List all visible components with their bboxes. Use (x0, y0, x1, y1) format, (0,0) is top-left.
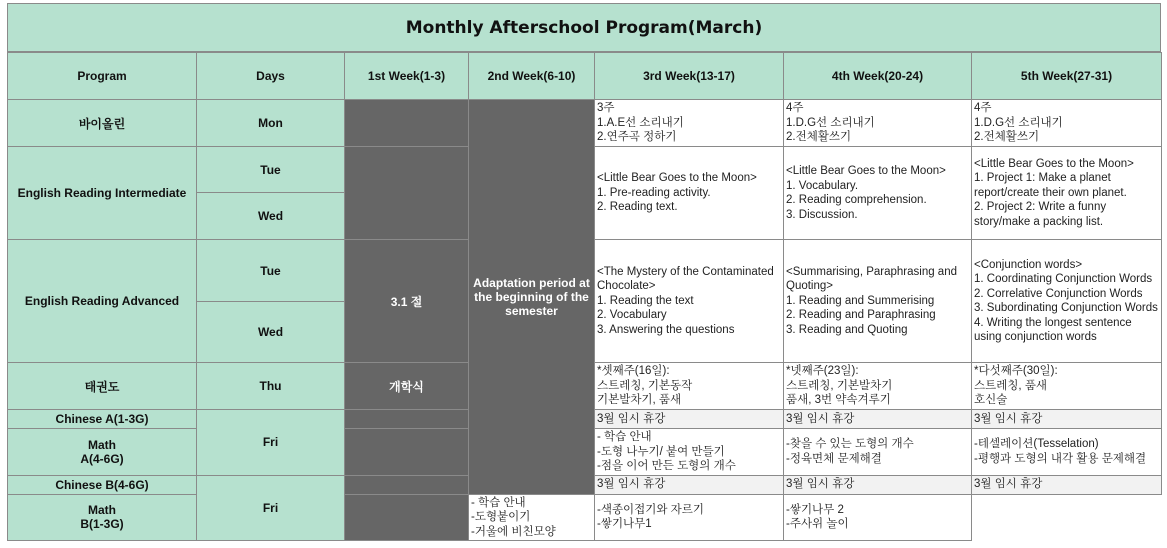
program-chinese-a: Chinese A(1-3G) (8, 410, 197, 429)
day-tue: Tue (197, 240, 345, 302)
week1-chinese-b (345, 475, 469, 494)
chinese-a-week3: 3월 임시 휴강 (595, 410, 784, 429)
week2-adaptation: Adaptation period at the beginning of the semester (469, 100, 595, 495)
eri-week4: <Little Bear Goes to the Moon> 1. Vocabulary. 2. Reading comprehension. 3. Discussion. (784, 147, 972, 240)
week1-math-a (345, 429, 469, 476)
header-week5: 5th Week(27-31) (972, 53, 1162, 100)
week1-violin (345, 100, 469, 147)
day-wed: Wed (197, 193, 345, 240)
day-fri: Fri (197, 410, 345, 476)
era-week4: <Summarising, Paraphrasing and Quoting> 1. Reading and Summerising 2. Reading and Paraphrasing 3. Reading and Quoting (784, 240, 972, 363)
header-week1: 1st Week(1-3) (345, 53, 469, 100)
era-week5: <Conjunction words> 1. Coordinating Conjunction Words 2. Correlative Conjunction Words 3. Subordinating Conjunction Words 4. Writing the longest sentence using conjunction words (972, 240, 1162, 363)
math-a-week3: - 학습 안내 -도형 나누기/ 붙여 만들기 -점을 이어 만든 도형의 개수 (595, 429, 784, 476)
math-a-week5: -테셀레이션(Tesselation) -평행과 도형의 내각 활용 문제해결 (972, 429, 1162, 476)
schedule-page (7, 3, 1161, 543)
week1-chinese-a (345, 410, 469, 429)
eri-week5: <Little Bear Goes to the Moon> 1. Project 1: Make a planet report/create their own planet. 2. Project 2: Write a funny story/make a packing list. (972, 147, 1162, 240)
chinese-b-week3: 3월 임시 휴강 (595, 475, 784, 494)
math-b-week5: -쌓기나무 2 -주사위 놀이 (784, 494, 972, 541)
table-row (8, 100, 1162, 147)
program-math-b-line1: Math (88, 503, 116, 518)
header-week3: 3rd Week(13-17) (595, 53, 784, 100)
header-program: Program (8, 53, 197, 100)
program-eri: English Reading Intermediate (8, 147, 197, 240)
math-b-week4: -색종이접기와 자르기 -쌓기나무1 (595, 494, 784, 541)
header-week4: 4th Week(20-24) (784, 53, 972, 100)
day-wed: Wed (197, 302, 345, 363)
program-era: English Reading Advanced (8, 240, 197, 363)
day-fri: Fri (197, 475, 345, 541)
chinese-a-week5: 3월 임시 휴강 (972, 410, 1162, 429)
math-b-week3: - 학습 안내 -도형붙이기 -거울에 비친모양 (469, 494, 595, 541)
table-row (8, 494, 1162, 541)
program-chinese-b: Chinese B(4-6G) (8, 475, 197, 494)
day-thu: Thu (197, 363, 345, 410)
header-row (8, 53, 1162, 100)
taekwondo-week5: *다섯째주(30일): 스트레칭, 품새 호신술 (972, 363, 1162, 410)
program-math-a-line2: A(4-6G) (80, 451, 124, 466)
program-math-b (8, 494, 197, 541)
violin-week5: 4주 1.D.G선 소리내기 2.전체활쓰기 (972, 100, 1162, 147)
header-week2: 2nd Week(6-10) (469, 53, 595, 100)
week1-opening: 개학식 (345, 363, 469, 410)
program-math-a-line1: Math (88, 437, 116, 452)
program-violin: 바이올린 (8, 100, 197, 147)
chinese-b-week5: 3월 임시 휴강 (972, 475, 1162, 494)
header-days: Days (197, 53, 345, 100)
taekwondo-week3: *셋째주(16일): 스트레칭, 기본동작 기본발차기, 품새 (595, 363, 784, 410)
day-mon: Mon (197, 100, 345, 147)
era-week3: <The Mystery of the Contaminated Chocolate> 1. Reading the text 2. Vocabulary 3. Answering the questions (595, 240, 784, 363)
week1-math-b (345, 494, 469, 541)
week1-holiday: 3.1 절 (345, 240, 469, 363)
page-title: Monthly Afterschool Program(March) (7, 3, 1161, 52)
eri-week3: <Little Bear Goes to the Moon> 1. Pre-reading activity. 2. Reading text. (595, 147, 784, 240)
week1-eri (345, 147, 469, 240)
chinese-b-week4: 3월 임시 휴강 (784, 475, 972, 494)
program-math-b-line2: B(1-3G) (80, 517, 124, 532)
schedule-table (7, 52, 1162, 541)
program-taekwondo: 태권도 (8, 363, 197, 410)
violin-week3: 3주 1.A.E선 소리내기 2.연주곡 정하기 (595, 100, 784, 147)
chinese-a-week4: 3월 임시 휴강 (784, 410, 972, 429)
violin-week4: 4주 1.D.G선 소리내기 2.전체활쓰기 (784, 100, 972, 147)
math-a-week4: -찾을 수 있는 도형의 개수 -정육면체 문제해결 (784, 429, 972, 476)
taekwondo-week4: *넷째주(23일): 스트레칭, 기본발차기 품새, 3번 약속겨루기 (784, 363, 972, 410)
day-tue: Tue (197, 147, 345, 193)
program-math-a (8, 429, 197, 476)
